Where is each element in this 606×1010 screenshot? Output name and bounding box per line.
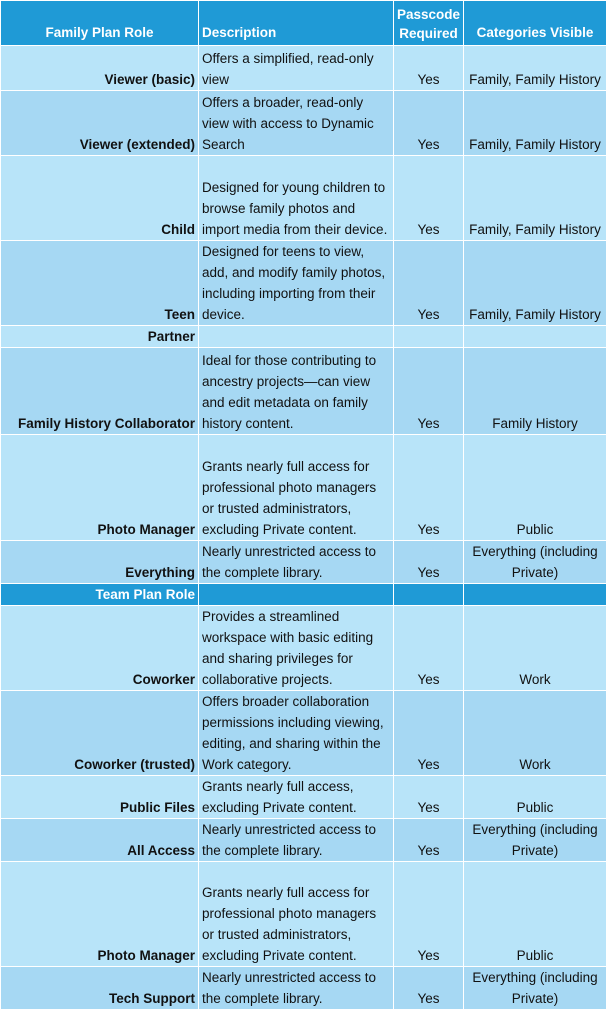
role-cell: Teen	[1, 241, 199, 326]
passcode-cell: Yes	[394, 156, 464, 241]
categories-cell: Everything (including Private)	[464, 967, 606, 1010]
description-cell: Nearly unrestricted access to the complete library.	[199, 541, 394, 584]
description-cell	[199, 326, 394, 348]
passcode-cell: Yes	[394, 819, 464, 862]
description-cell: Grants nearly full access for professional photo managers or trusted administrators, excluding Private content.	[199, 862, 394, 967]
description-cell: Nearly unrestricted access to the complete library.	[199, 967, 394, 1010]
passcode-cell: Yes	[394, 46, 464, 91]
table-row	[1, 326, 606, 348]
categories-cell: Family History	[464, 348, 606, 435]
role-cell: Public Files	[1, 776, 199, 819]
categories-cell: Family, Family History	[464, 91, 606, 156]
categories-cell: Work	[464, 606, 606, 691]
table-row	[1, 967, 606, 1010]
role-cell: All Access	[1, 819, 199, 862]
categories-cell: Public	[464, 435, 606, 541]
role-cell: Family History Collaborator	[1, 348, 199, 435]
passcode-cell	[394, 584, 464, 606]
role-cell: Photo Manager	[1, 435, 199, 541]
categories-cell	[464, 326, 606, 348]
categories-cell: Work	[464, 691, 606, 776]
role-cell: Coworker (trusted)	[1, 691, 199, 776]
header-passcode: Passcode Required	[394, 1, 464, 46]
categories-cell: Family, Family History	[464, 156, 606, 241]
description-cell	[199, 584, 394, 606]
passcode-cell: Yes	[394, 91, 464, 156]
description-cell: Provides a streamlined workspace with basic editing and sharing privileges for collaborative projects.	[199, 606, 394, 691]
passcode-cell: Yes	[394, 348, 464, 435]
passcode-cell: Yes	[394, 862, 464, 967]
header-description: Description	[199, 1, 394, 46]
header-categories: Categories Visible	[464, 1, 606, 46]
role-cell: Photo Manager	[1, 862, 199, 967]
passcode-cell: Yes	[394, 606, 464, 691]
table-row	[1, 776, 606, 819]
description-cell: Nearly unrestricted access to the complete library.	[199, 819, 394, 862]
role-cell: Partner	[1, 326, 199, 348]
categories-cell	[464, 584, 606, 606]
table-row	[1, 241, 606, 326]
section-header-row	[1, 584, 606, 606]
passcode-cell: Yes	[394, 241, 464, 326]
role-cell: Coworker	[1, 606, 199, 691]
description-cell: Offers a simplified, read-only view	[199, 46, 394, 91]
role-cell: Tech Support	[1, 967, 199, 1010]
header-role: Family Plan Role	[1, 1, 199, 46]
passcode-cell: Yes	[394, 435, 464, 541]
categories-cell: Everything (including Private)	[464, 819, 606, 862]
section-title: Team Plan Role	[1, 584, 199, 606]
role-cell: Viewer (extended)	[1, 91, 199, 156]
passcode-cell: Yes	[394, 541, 464, 584]
role-cell: Everything	[1, 541, 199, 584]
categories-cell: Public	[464, 776, 606, 819]
categories-cell: Public	[464, 862, 606, 967]
description-cell: Grants nearly full access for professional photo managers or trusted administrators, excluding Private content.	[199, 435, 394, 541]
table-row	[1, 606, 606, 691]
passcode-cell	[394, 326, 464, 348]
header-row	[1, 1, 606, 46]
passcode-cell: Yes	[394, 691, 464, 776]
description-cell: Offers broader collaboration permissions including viewing, editing, and sharing within the Work category.	[199, 691, 394, 776]
table-row	[1, 691, 606, 776]
description-cell: Offers a broader, read-only view with access to Dynamic Search	[199, 91, 394, 156]
categories-cell: Family, Family History	[464, 46, 606, 91]
role-cell: Child	[1, 156, 199, 241]
description-cell: Designed for teens to view, add, and modify family photos, including importing from their device.	[199, 241, 394, 326]
table-row	[1, 91, 606, 156]
categories-cell: Family, Family History	[464, 241, 606, 326]
table-row	[1, 541, 606, 584]
table-row	[1, 819, 606, 862]
table-row	[1, 435, 606, 541]
description-cell: Grants nearly full access, excluding Private content.	[199, 776, 394, 819]
table-row	[1, 156, 606, 241]
table-row	[1, 348, 606, 435]
role-cell: Viewer (basic)	[1, 46, 199, 91]
categories-cell: Everything (including Private)	[464, 541, 606, 584]
table-row	[1, 46, 606, 91]
table-row	[1, 862, 606, 967]
description-cell: Ideal for those contributing to ancestry projects—can view and edit metadata on family history content.	[199, 348, 394, 435]
passcode-cell: Yes	[394, 776, 464, 819]
description-cell: Designed for young children to browse family photos and import media from their device.	[199, 156, 394, 241]
passcode-cell: Yes	[394, 967, 464, 1010]
